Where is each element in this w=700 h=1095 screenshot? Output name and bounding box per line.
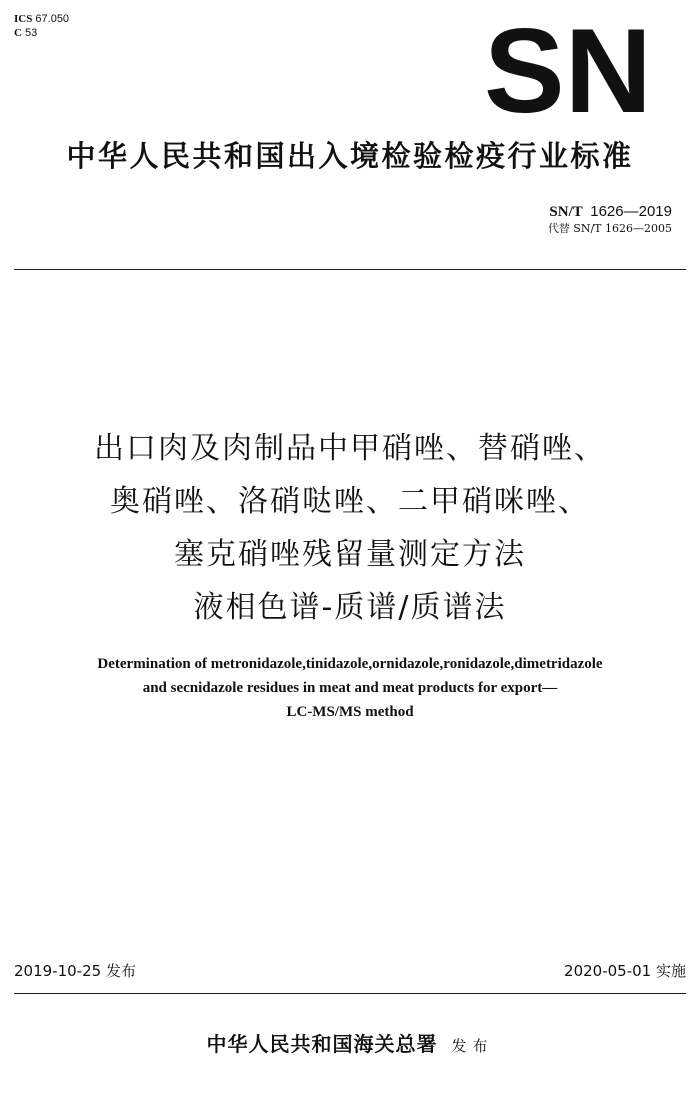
footer-divider [14, 993, 686, 994]
publisher-line [0, 1028, 700, 1057]
standard-code-block [548, 203, 672, 236]
title-chinese-line: 塞克硝唑残留量测定方法 [174, 537, 526, 572]
title-english-line: LC-MS/MS method [286, 704, 414, 720]
title-chinese-line: 出口肉及肉制品中甲硝唑、替硝唑、 [94, 431, 606, 466]
standard-code: SN/T 1626—2019 [549, 203, 672, 220]
ccs-code: C 53 [14, 27, 38, 39]
publisher-org: 中华人民共和国海关总署 [206, 1032, 438, 1056]
sn-logo-text: SN [484, 22, 652, 118]
title-chinese-line: 液相色谱-质谱/质谱法 [193, 590, 507, 625]
title-chinese [0, 422, 700, 634]
publisher-action: 发布 [451, 1037, 494, 1055]
classification-codes [14, 12, 69, 40]
ics-code: ICS 67.050 [14, 13, 70, 25]
issue-date: 2019-10-25 发布 [14, 962, 136, 980]
standard-category: 中华人民共和国出入境检验检疫行业标准 [66, 139, 634, 173]
title-chinese-line: 奥硝唑、洛硝哒唑、二甲硝咪唑、 [110, 484, 590, 519]
implementation-date: 2020-05-01 实施 [564, 962, 686, 980]
title-english [0, 652, 700, 724]
sn-logo [482, 22, 654, 118]
title-english-line: and secnidazole residues in meat and meat products for export— [142, 680, 558, 696]
replaces-code: 代替 SN/T 1626—2005 [547, 222, 672, 235]
title-english-line: Determination of metronidazole,tinidazole,ornidazole,ronidazole,dimetridazole [97, 656, 603, 672]
header-divider [14, 269, 686, 270]
